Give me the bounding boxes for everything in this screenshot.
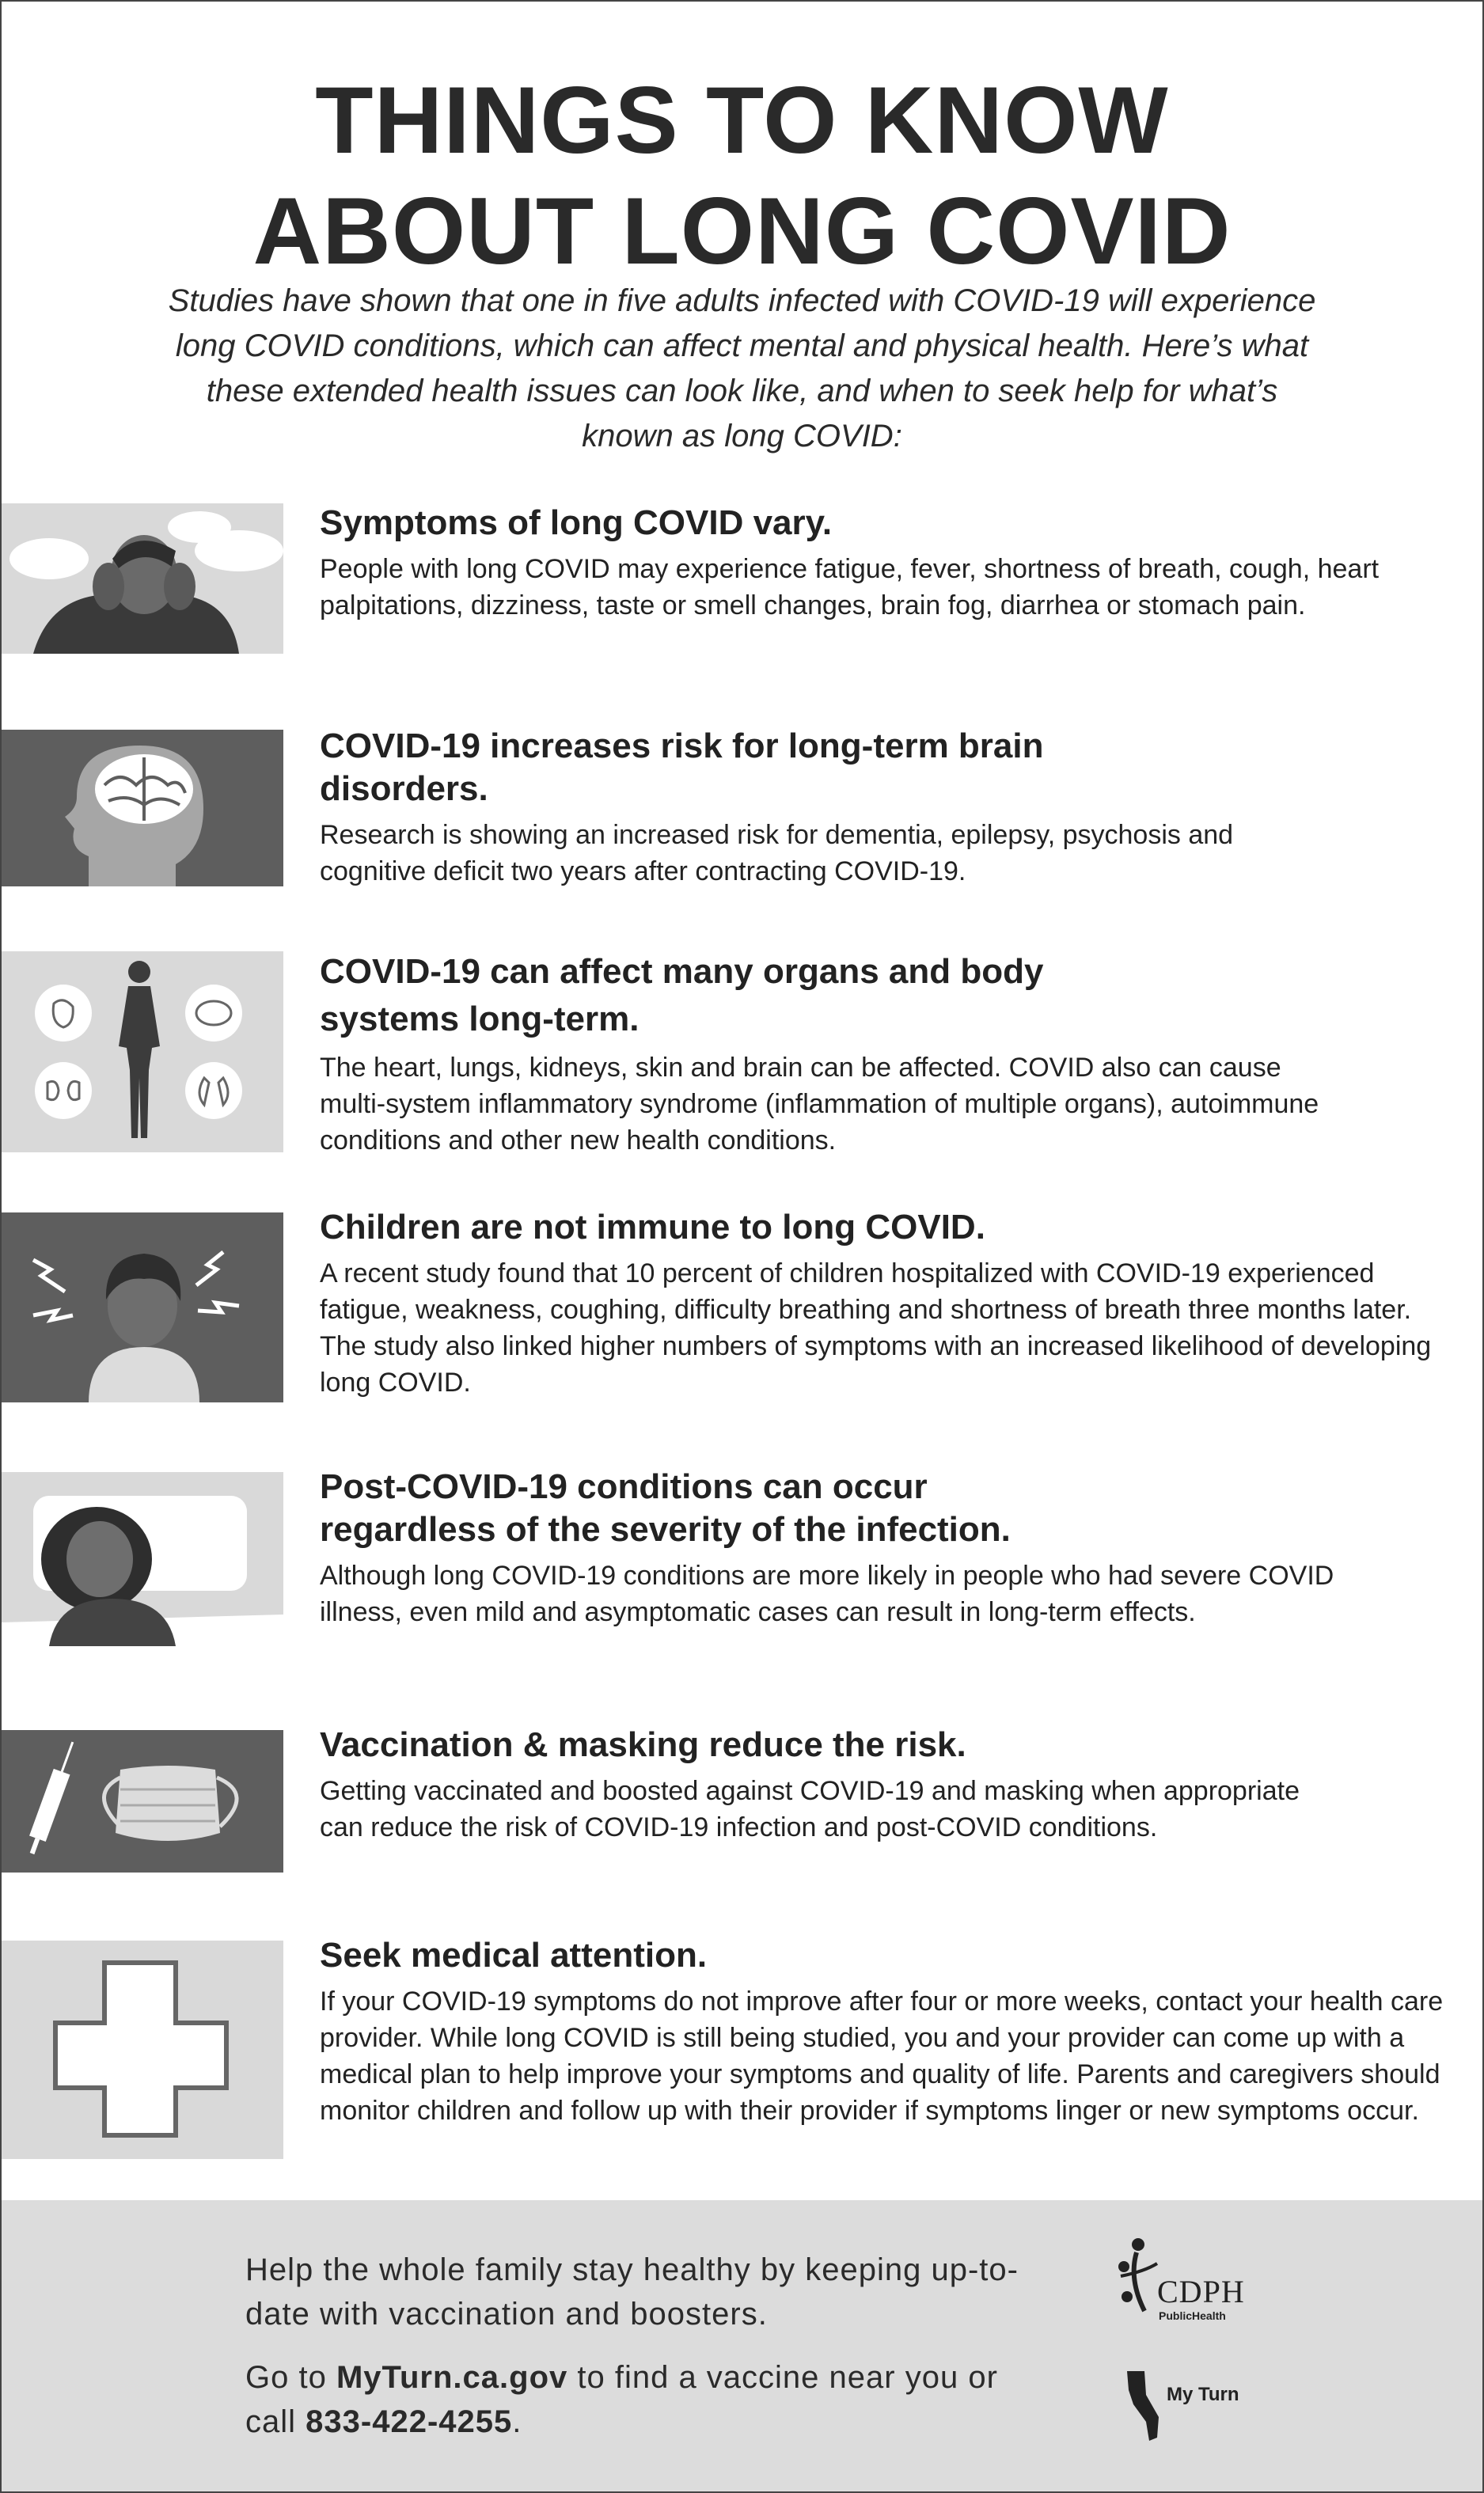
section-body: A recent study found that 10 percent of children hospitalized with COVID-19 experienced fatigue, weakness, coughing, difficulty breathing and shortness of breath three months later. The study also linked higher numbers of symptoms with an increased likelihood of developing long COVID. [320,1258,1432,1398]
person-in-bed-illustration [2,1472,283,1662]
footer-call-to-action [245,2355,1037,2444]
footer-goto-text: Go to [245,2360,336,2395]
section-medical [2,1936,1482,2159]
tired-person-illustration [2,503,283,654]
child-headache-illustration [2,1212,283,1402]
footer-banner [2,2200,1482,2491]
myturn-logo [1122,2366,1265,2446]
section-symptoms-text [320,502,1444,624]
phone-number[interactable]: 833-422-4255 [306,2404,513,2439]
section-body: The heart, lungs, kidneys, skin and brain can be affected. COVID also can cause multi-system inflammatory syndrome (inflammation of multiple organs), autoimmune conditions and other new health conditions. [320,1053,1319,1155]
section-body: Although long COVID-19 conditions are more likely in people who had severe COVID illness, even mild and asymptomatic cases can result in long-term effects. [320,1561,1334,1627]
section-post-covid [2,1467,1482,1662]
section-body: Getting vaccinated and boosted against COVID-19 and masking when appropriate can reduce the risk of COVID-19 infection and post-COVID conditions. [320,1776,1300,1842]
section-children [2,1208,1482,1402]
myturn-link[interactable]: MyTurn.ca.gov [336,2360,568,2395]
section-heading: Seek medical attention. [320,1936,708,1975]
section-heading: COVID-19 can affect many organs and body systems long-term. [320,952,1044,1038]
page-title [2,65,1482,286]
section-body: People with long COVID may experience fatigue, fever, shortness of breath, cough, heart palpitations, dizziness, taste or smell changes, brain fog, diarrhea or stomach pain. [320,554,1380,620]
section-heading: Symptoms of long COVID vary. [320,503,833,542]
section-heading: Post-COVID-19 conditions can occur regardless of the severity of the infection. [320,1467,1011,1549]
medical-cross-illustration [2,1941,283,2159]
syringe-mask-illustration [2,1730,283,1873]
section-vaccination-text [320,1724,1444,1846]
section-brain [2,727,1482,888]
cdph-logo-subtext: PublicHealth [1159,2309,1226,2322]
cdph-logo-text: CDPH [1157,2274,1245,2309]
title-line-1: THINGS TO KNOW [315,67,1169,173]
footer-period: . [512,2404,522,2439]
section-vaccination [2,1725,1482,1873]
section-body: Research is showing an increased risk for dementia, epilepsy, psychosis and cognitive deficit two years after contracting COVID-19. [320,820,1234,886]
footer-message: Help the whole family stay healthy by keeping up-to-date with vaccination and boosters. [245,2252,1019,2332]
body-organs-illustration [2,951,283,1152]
section-body: If your COVID-19 symptoms do not improve after four or more weeks, contact your health care provider. While long COVID is still being studied, you and your provider can come up with a medical plan to help improve your symptoms and quality of life. Parents and caregivers should monitor children and follow up with their provider if symptoms linger or new symptoms occur. [320,1986,1444,2126]
brain-head-illustration [2,730,283,886]
section-brain-text [320,725,1234,890]
section-organs-text [320,948,1319,1159]
section-heading: Vaccination & masking reduce the risk. [320,1725,966,1764]
cdph-logo [1113,2232,1263,2335]
footer-find-text: to find a vaccine near you or call [245,2360,998,2439]
myturn-logo-text: My Turn [1167,2384,1239,2405]
title-line-2: ABOUT LONG COVID [252,178,1232,284]
section-heading: COVID-19 increases risk for long-term brain disorders. [320,727,1044,808]
section-children-text [320,1206,1444,1401]
section-medical-text [320,1934,1444,2129]
section-post-covid-text [320,1466,1334,1630]
section-organs [2,951,1482,1155]
section-symptoms [2,503,1482,662]
section-heading: Children are not immune to long COVID. [320,1208,985,1246]
intro-paragraph: Studies have shown that one in five adults infected with COVID-19 will experience long COVID conditions, which can affect mental and physical health. Here’s what these extended health issues can look like, and when to seek help for what’s known as long COVID: [168,283,1316,453]
